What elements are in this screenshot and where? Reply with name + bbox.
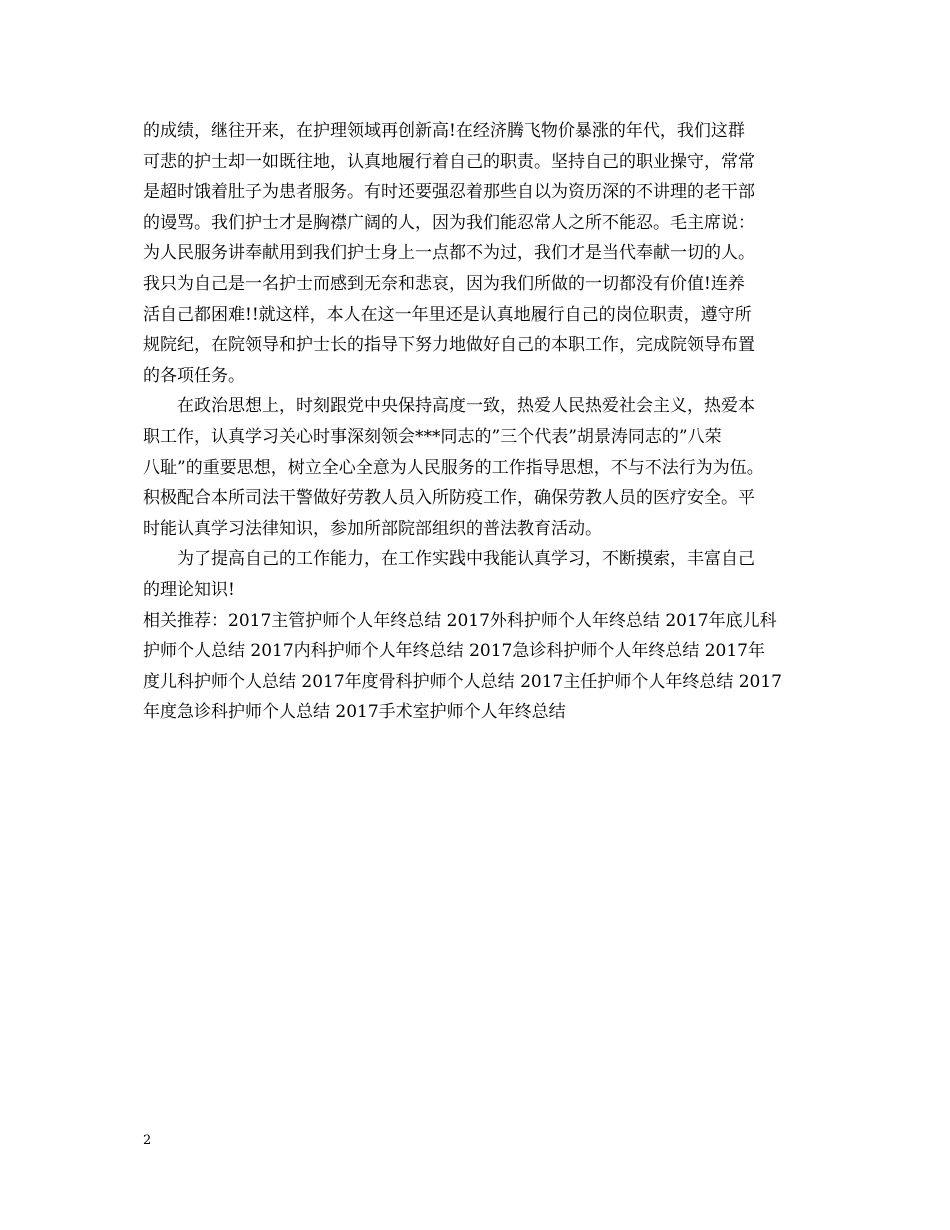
text-line: 为人民服务讲奉献用到我们护士身上一点都不为过，我们才是当代奉献一切的人。 <box>143 243 755 264</box>
related-recommendations-line: 年度急诊科护师个人总结 2017手术室护师个人年终总结 <box>143 702 566 723</box>
related-recommendations-line: 度儿科护师个人总结 2017年度骨科护师个人总结 2017主任护师个人年终总结 2017 <box>143 671 783 692</box>
document-body <box>143 116 813 728</box>
text-line: 八耻”的重要思想，树立全心全意为人民服务的工作指导思想，不与不法行为为伍。 <box>143 457 764 478</box>
text-line: 活自己都困难!!就这样，本人在这一年里还是认真地履行自己的岗位职责，遵守所 <box>143 304 752 325</box>
text-line: 积极配合本所司法干警做好劳教人员入所防疫工作，确保劳教人员的医疗安全。平 <box>143 488 755 509</box>
page-number: 2 <box>143 1133 152 1148</box>
text-line: 的各项任务。 <box>143 365 245 386</box>
text-line: 我只为自己是一名护士而感到无奈和悲哀，因为我们所做的一切都没有价值!连养 <box>143 273 745 294</box>
text-line: 的理论知识! <box>143 579 235 600</box>
text-line: 是超时饿着肚子为患者服务。有时还要强忍着那些自以为资历深的不讲理的老干部 <box>143 182 755 203</box>
related-recommendations-line: 护师个人总结 2017内科护师个人年终总结 2017急诊科护师个人年终总结 2017年 <box>143 641 766 662</box>
text-line: 规院纪，在院领导和护士长的指导下努力地做好自己的本职工作，完成院领导布置 <box>143 335 755 356</box>
text-line: 职工作，认真学习关心时事深刻领会***同志的”三个代表”胡景涛同志的”八荣 <box>143 426 722 447</box>
text-line: 可悲的护士却一如既往地，认真地履行着自己的职责。坚持自己的职业操守，常常 <box>143 151 755 172</box>
text-line: 的成绩，继往开来，在护理领域再创新高!在经济腾飞物价暴涨的年代，我们这群 <box>143 121 745 141</box>
related-recommendations-line: 相关推荐：2017主管护师个人年终总结 2017外科护师个人年终总结 2017年底儿科 <box>143 610 777 631</box>
text-line: 的谩骂。我们护士才是胸襟广阔的人，因为我们能忍常人之所不能忍。毛主席说： <box>143 212 755 233</box>
paragraph-start-line: 为了提高自己的工作能力，在工作实践中我能认真学习，不断摸索，丰富自己 <box>143 549 755 570</box>
text-line: 时能认真学习法律知识，参加所部院部组织的普法教育活动。 <box>143 518 602 539</box>
paragraph-start-line: 在政治思想上，时刻跟党中央保持高度一致，热爱人民热爱社会主义，热爱本 <box>143 396 755 417</box>
